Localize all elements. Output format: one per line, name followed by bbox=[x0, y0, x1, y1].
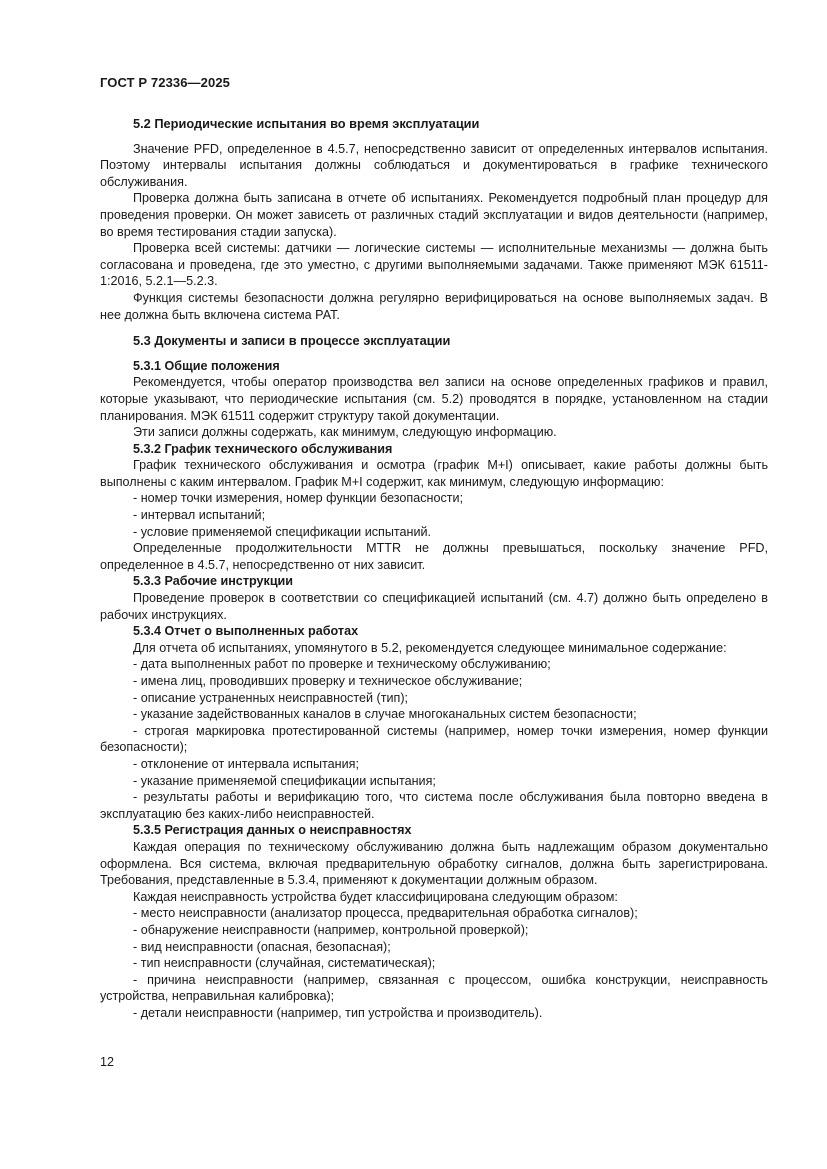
section-5-2-paragraph-1: Значение PFD, определенное в 4.5.7, непосредственно зависит от определенных интервалов испытания. Поэтому интервалы испытания должны соблюдаться и документироваться в графике технического обслуживания. bbox=[100, 141, 768, 189]
list-item: - причина неисправности (например, связанная с процессом, ошибка конструкции, неисправность устройства, неправильная калибровка); bbox=[100, 972, 768, 1004]
list-item: - имена лиц, проводивших проверку и техническое обслуживание; bbox=[133, 674, 523, 688]
section-5-3-1-paragraph-1: Рекомендуется, чтобы оператор производства вел записи на основе определенных графиков и правил, которые указывают, что периодические испытания (см. 5.2) проводятся в порядке, установленном на стадии планирования. МЭК 61511 содержит структуру такой документации. bbox=[100, 375, 768, 423]
list-item: - место неисправности (анализатор процесса, предварительная обработка сигналов); bbox=[133, 906, 638, 921]
section-5-2-paragraph-3: Проверка всей системы: датчики — логические системы — исполнительные механизмы — должна быть согласована и проведена, где это уместно, с другими выполняемыми задачами. Также применяют МЭК 61511-1:2016, 5.2.1—5.2.3. bbox=[100, 241, 768, 289]
section-5-2-paragraph-4: Функция системы безопасности должна регулярно верифицироваться на основе выполняемых задач. В нее должна быть включена система РАТ. bbox=[100, 290, 768, 322]
list-item: - дата выполненных работ по проверке и техническому обслуживанию; bbox=[133, 657, 551, 672]
section-5-3-2-paragraph-2: Определенные продолжительности MTTR не должны превышаться, поскольку значение PFD, определенное в 4.5.7, непосредственно от них зависит. bbox=[100, 541, 768, 572]
document-header: ГОСТ Р 72336—2025 bbox=[100, 75, 230, 90]
section-5-3-2-paragraph-1: График технического обслуживания и осмотра (график М+I) описывает, какие работы должны быть выполнены с каким интервалом. График М+I содержит, как минимум, следующую информацию: bbox=[100, 458, 768, 489]
page-number: 12 bbox=[100, 1055, 115, 1069]
section-5-2-paragraph-2: Проверка должна быть записана в отчете об испытаниях. Рекомендуется подробный план процедур для проведения проверки. Он может зависеть от различных стадий эксплуатации и видов деятельности (например, во время тестирования стадии запуска). bbox=[100, 191, 768, 239]
list-item: - обнаружение неисправности (например, контрольной проверкой); bbox=[133, 922, 529, 937]
list-item: - описание устраненных неисправностей (тип); bbox=[133, 690, 409, 705]
section-5-3-4-paragraph-1: Для отчета об испытаниях, упомянутого в 5.2, рекомендуется следующее минимальное содержание: bbox=[133, 640, 727, 655]
section-5-3-5-paragraph-2: Каждая неисправность устройства будет классифицирована следующим образом: bbox=[133, 889, 618, 904]
list-item: - детали неисправности (например, тип устройства и производитель). bbox=[133, 1005, 543, 1020]
section-5-2-title: 5.2 Периодические испытания во время эксплуатации bbox=[133, 116, 480, 131]
section-5-3-3-title: 5.3.3 Рабочие инструкции bbox=[133, 574, 294, 589]
list-item: - номер точки измерения, номер функции безопасности; bbox=[133, 491, 464, 506]
list-item: - результаты работы и верификацию того, что система после обслуживания была повторно введена в эксплуатацию без каких-либо неисправностей. bbox=[100, 790, 768, 821]
section-5-3-title: 5.3 Документы и записи в процессе эксплуатации bbox=[133, 333, 451, 349]
section-5-3-5-paragraph-1: Каждая операция по техническому обслуживанию должна быть надлежащим образом документально оформлена. Вся система, включая предварительную обработку сигналов, должна быть зарегистрирована. Требования, представленные в 5.3.4, применяют к документации должным образом. bbox=[100, 839, 768, 888]
section-5-3-1-title: 5.3.1 Общие положения bbox=[133, 358, 280, 373]
list-item: - условие применяемой спецификации испытаний. bbox=[133, 524, 432, 539]
list-item: - отклонение от интервала испытания; bbox=[133, 756, 359, 771]
list-item: - вид неисправности (опасная, безопасная); bbox=[133, 939, 391, 954]
list-item: - строгая маркировка протестированной системы (например, номер точки измерения, номер функции безопасности); bbox=[100, 723, 768, 755]
section-5-3-2-list bbox=[100, 490, 768, 540]
section-5-3-2-title: 5.3.2 График технического обслуживания bbox=[133, 441, 393, 456]
section-5-3-1-paragraph-2: Эти записи должны содержать, как минимум, следующую информацию. bbox=[133, 425, 557, 440]
section-5-3-4-list bbox=[100, 656, 768, 822]
section-5-3-5-list bbox=[100, 905, 768, 1021]
list-item: - указание задействованных каналов в случае многоканальных систем безопасности; bbox=[133, 707, 637, 722]
document-body bbox=[100, 116, 768, 1021]
section-5-3-5-title: 5.3.5 Регистрация данных о неисправностях bbox=[133, 823, 412, 838]
section-5-3-3-paragraph-1: Проведение проверок в соответствии со спецификацией испытаний (см. 4.7) должно быть определено в рабочих инструкциях. bbox=[100, 591, 768, 622]
list-item: - указание применяемой спецификации испытания; bbox=[133, 773, 436, 788]
list-item: - интервал испытаний; bbox=[133, 508, 266, 523]
list-item: - тип неисправности (случайная, систематическая); bbox=[133, 956, 436, 971]
section-5-3-4-title: 5.3.4 Отчет о выполненных работах bbox=[133, 624, 359, 639]
